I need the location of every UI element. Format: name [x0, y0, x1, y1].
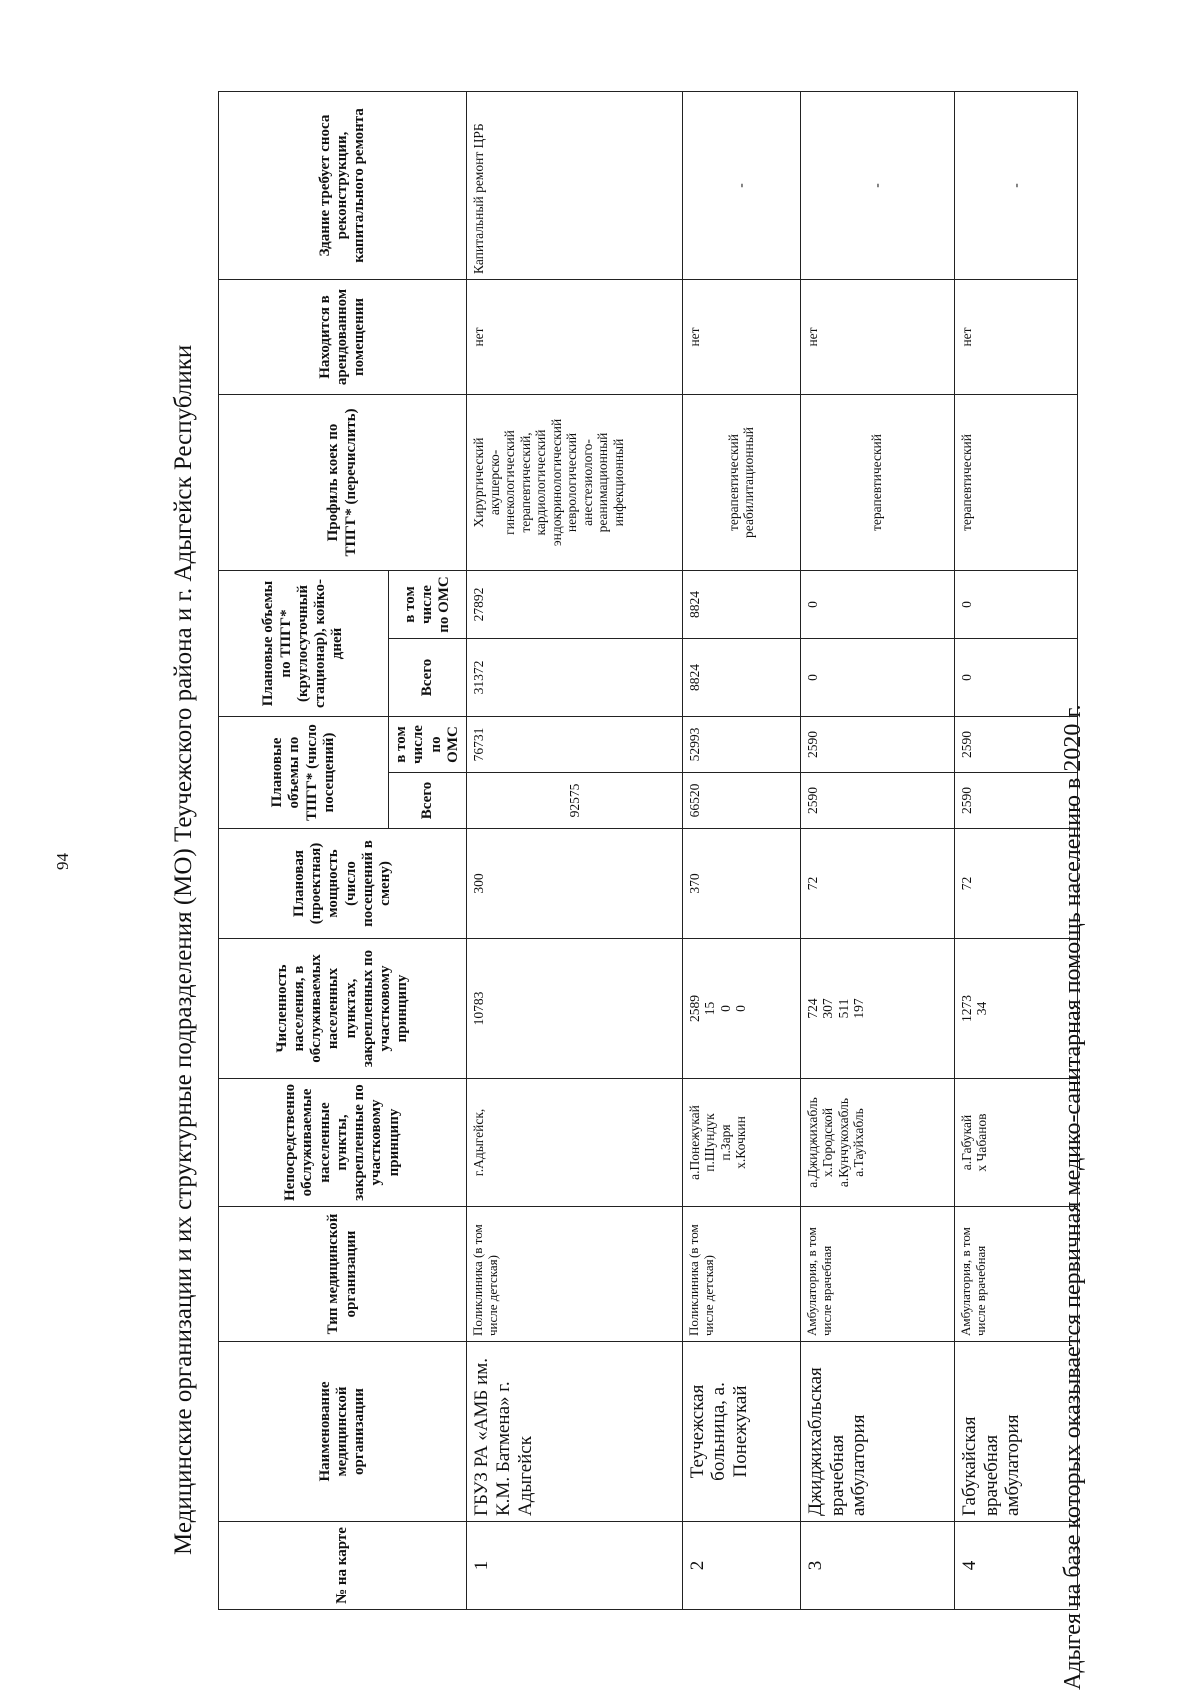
bed-profile-cell — [800, 394, 954, 570]
header-name: Наименование медицинской организации — [219, 1342, 467, 1522]
header-beds-total: Всего — [389, 639, 467, 717]
population-value: 511 — [835, 998, 851, 1019]
building-status: - — [800, 91, 954, 279]
beds-total: 0 — [800, 639, 954, 717]
bed-profile: Хирургический — [471, 437, 486, 528]
population-cell — [467, 939, 683, 1079]
bed-profile: неврологический — [564, 432, 580, 533]
visits-oms: 76731 — [467, 717, 683, 773]
settlement: а.Кунчукохабль — [835, 1097, 851, 1188]
settlements-cell — [467, 1079, 683, 1207]
beds-total: 8824 — [682, 639, 800, 717]
header-visits-oms: в том числе по ОМС — [389, 717, 467, 773]
visits-oms: 2590 — [954, 717, 1077, 773]
settlement: а.Тауйхабль — [851, 1108, 867, 1177]
organization-type: Поликлиника (в том числе детская) — [682, 1207, 800, 1342]
population-value: 0 — [717, 1005, 733, 1012]
organization-type: Амбулатория, в том числе врачебная — [954, 1207, 1077, 1342]
header-visits-group: Плановые объемы по ТПГГ* (число посещений) — [219, 717, 389, 829]
header-building: Здание требует сноса реконструкции, капитального ремонта — [219, 91, 467, 279]
beds-oms: 0 — [954, 570, 1077, 638]
visits-total: 92575 — [467, 773, 683, 829]
settlement: г.Адыгейск, — [471, 1108, 486, 1177]
rented-status: нет — [954, 279, 1077, 394]
table-header — [219, 91, 467, 1609]
bed-profile: инфекционный — [610, 438, 626, 527]
visits-total: 66520 — [682, 773, 800, 829]
bed-profile: эндокринологический — [548, 418, 564, 547]
visits-oms: 52993 — [682, 717, 800, 773]
settlement: х Чабанов — [974, 1113, 990, 1172]
header-num: № на карте — [219, 1522, 467, 1610]
capacity-value: 72 — [800, 829, 954, 939]
row-number: 4 — [954, 1522, 1077, 1610]
row-number: 2 — [682, 1522, 800, 1610]
settlement: п.Заря — [717, 1124, 733, 1161]
table-row — [467, 91, 683, 1609]
table-row — [800, 91, 954, 1609]
settlement: п.Шундук — [702, 1113, 718, 1172]
rented-status: нет — [467, 279, 683, 394]
medical-organizations-table-wrapper — [218, 92, 1078, 1610]
capacity-value: 370 — [682, 829, 800, 939]
header-population: Численность населения, в обслуживаемых населенных пунктах, закрепленных по участковому принципу — [219, 939, 467, 1079]
visits-total: 2590 — [800, 773, 954, 829]
building-status: Капитальный ремонт ЦРБ — [467, 91, 683, 279]
building-status: - — [682, 91, 800, 279]
header-profile: Профиль коек по ТПГГ* (перечислить) — [219, 394, 467, 570]
settlements-cell — [682, 1079, 800, 1207]
beds-oms: 0 — [800, 570, 954, 638]
row-number: 1 — [467, 1522, 683, 1610]
organization-type: Амбулатория, в том числе врачебная — [800, 1207, 954, 1342]
population-cell — [954, 939, 1077, 1079]
bed-profile: терапевтический, — [517, 432, 533, 533]
bed-profile: акушерско- — [486, 449, 502, 516]
settlements-cell — [800, 1079, 954, 1207]
population-value: 10783 — [471, 991, 486, 1026]
population-value: 34 — [974, 1001, 990, 1016]
bed-profile: анестезиолого- — [579, 439, 595, 526]
header-capacity: Плановая (проектная) мощность (число посещений в смену) — [219, 829, 467, 939]
population-value: 307 — [820, 998, 836, 1019]
table-footnote: Адыгея на базе которых оказывается первичная медико-санитарная помощь населению в 2020 г. — [1060, 704, 1086, 1690]
bed-profile-cell — [682, 394, 800, 570]
capacity-value: 72 — [954, 829, 1077, 939]
header-visits-total: Всего — [389, 773, 467, 829]
beds-total: 31372 — [467, 639, 683, 717]
bed-profile: гинекологический — [502, 430, 518, 535]
settlement: а.Джиджихабль — [804, 1097, 820, 1188]
header-beds-oms: в том числе по ОМС — [389, 570, 467, 638]
visits-total: 2590 — [954, 773, 1077, 829]
building-status: - — [954, 91, 1077, 279]
population-cell — [682, 939, 800, 1079]
population-value: 1273 — [958, 995, 974, 1022]
bed-profile-cell — [954, 394, 1077, 570]
organization-name: Джиджихабльская врачебная амбулатория — [800, 1342, 954, 1522]
header-beds-group: Плановые объемы по ТПГГ* (круглосуточный стационар), койко-дней — [219, 570, 389, 716]
settlement: а.Габукай — [958, 1114, 974, 1171]
header-settlements: Непосредственно обслуживаемые населенные пункты, закрепленные по участковому принципу — [219, 1079, 467, 1207]
table-row — [954, 91, 1077, 1609]
rented-status: нет — [682, 279, 800, 394]
bed-profile-cell — [467, 394, 683, 570]
population-value: 15 — [702, 1001, 718, 1016]
bed-profile: терапевтический — [869, 434, 885, 531]
bed-profile: терапевтический — [725, 434, 741, 531]
organization-name: Теучежская больница, а. Понежукай — [682, 1342, 800, 1522]
medical-organizations-table — [218, 91, 1078, 1610]
bed-profile: реабилитационный — [741, 427, 757, 538]
bed-profile: реанимационный — [595, 432, 611, 533]
population-value: 724 — [804, 998, 820, 1019]
bed-profile: терапевтический — [958, 434, 974, 531]
document-title: Медицинские организации и их структурные подразделения (МО) Теучежского района и г. Адыгейск Республики — [170, 344, 197, 1555]
population-value: 197 — [851, 998, 867, 1019]
population-value: 2589 — [686, 995, 702, 1022]
organization-type: Поликлиника (в том числе детская) — [467, 1207, 683, 1342]
settlement: а.Понежукай — [686, 1105, 702, 1180]
rented-status: нет — [800, 279, 954, 394]
row-number: 3 — [800, 1522, 954, 1610]
beds-oms: 27892 — [467, 570, 683, 638]
table-row — [682, 91, 800, 1609]
header-rented: Находится в арендованном помещении — [219, 279, 467, 394]
bed-profile: кардиологический — [533, 429, 549, 536]
beds-oms: 8824 — [682, 570, 800, 638]
beds-total: 0 — [954, 639, 1077, 717]
header-type: Тип медицинской организации — [219, 1207, 467, 1342]
settlement: х.Кочкин — [733, 1116, 749, 1169]
capacity-value: 300 — [467, 829, 683, 939]
population-value: 0 — [733, 1005, 749, 1012]
organization-name: Габукайская врачебная амбулатория — [954, 1342, 1077, 1522]
settlement: х.Городской — [820, 1107, 836, 1178]
page-number: 94 — [53, 853, 72, 870]
settlements-cell — [954, 1079, 1077, 1207]
visits-oms: 2590 — [800, 717, 954, 773]
population-cell — [800, 939, 954, 1079]
organization-name: ГБУЗ РА «АМБ им. К.М. Батмена» г. Адыгейск — [467, 1342, 683, 1522]
